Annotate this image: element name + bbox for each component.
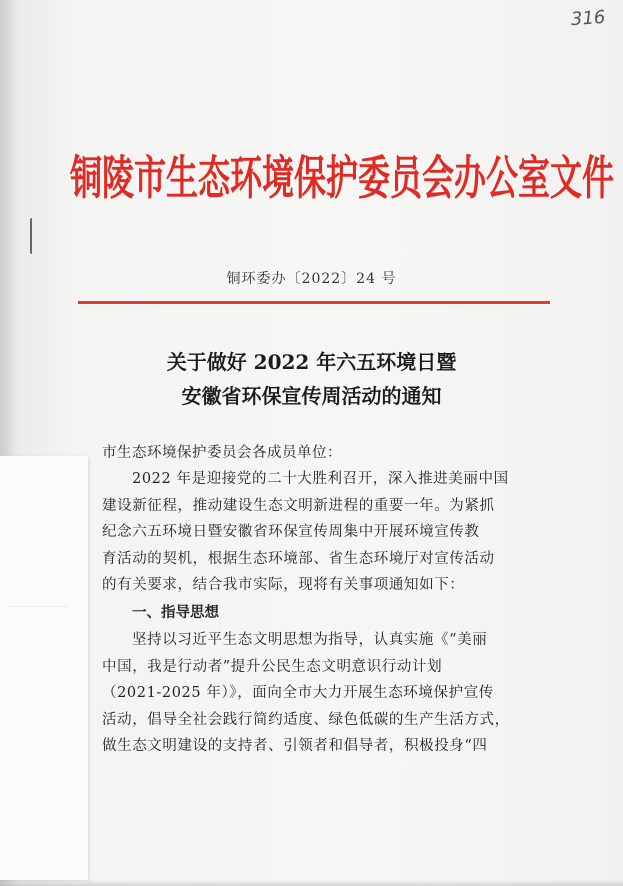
- paragraph-line: 育活动的契机，根据生态环境部、省生态环境厅对宣传活动: [102, 550, 495, 567]
- sticky-note-paper: [0, 456, 88, 880]
- document-header-title: 铜陵市生态环境保护委员会办公室文件: [70, 150, 615, 206]
- margin-pencil-mark: [30, 218, 35, 254]
- salutation: 市生态环境保护委员会各成员单位：: [102, 445, 342, 461]
- paragraph-line: 中国，我是行动者”提升公民生态文明意识行动计划: [102, 658, 443, 675]
- paragraph-line: 建设新征程，推动建设生态文明新进程的重要一年。为紧抓: [102, 497, 495, 514]
- red-divider-rule: [78, 301, 550, 304]
- document-body: [102, 440, 562, 760]
- paragraph-line: 坚持以习近平生态文明思想为指导，认真实施《“美丽: [132, 631, 488, 648]
- paragraph-line: 活动，倡导全社会践行简约适度、绿色低碳的生产生活方式，: [102, 711, 510, 728]
- sticky-note-ghost-mark: [8, 606, 68, 625]
- paragraph-guiding-ideology: [102, 627, 562, 760]
- paragraph-line: 纪念六五环境日暨安徽省环保宣传周集中开展环境宣传教: [102, 524, 480, 541]
- paragraph-intro: [102, 466, 562, 599]
- document-number: 铜环委办〔2022〕24 号: [226, 271, 397, 287]
- paragraph-line: 做生态文明建设的支持者、引领者和倡导者，积极投身“四: [102, 738, 488, 755]
- handwritten-page-number: 316: [569, 6, 606, 31]
- notice-title: [0, 345, 623, 413]
- paragraph-line: 2022 年是迎接党的二十大胜利召开，深入推进美丽中国: [132, 471, 509, 487]
- notice-title-line-1: 关于做好 2022 年六五环境日暨: [166, 350, 457, 374]
- section-heading-guiding-ideology: 一、指导思想: [132, 604, 219, 621]
- page-bottom-edge: [0, 880, 623, 886]
- notice-title-line-2: 安徽省环保宣传周活动的通知: [181, 384, 442, 408]
- paragraph-line: （2021-2025 年）》，面向全市大力开展生态环境保护宣传: [102, 685, 494, 702]
- paragraph-line: 的有关要求，结合我市实际，现将有关事项通知如下：: [102, 577, 465, 594]
